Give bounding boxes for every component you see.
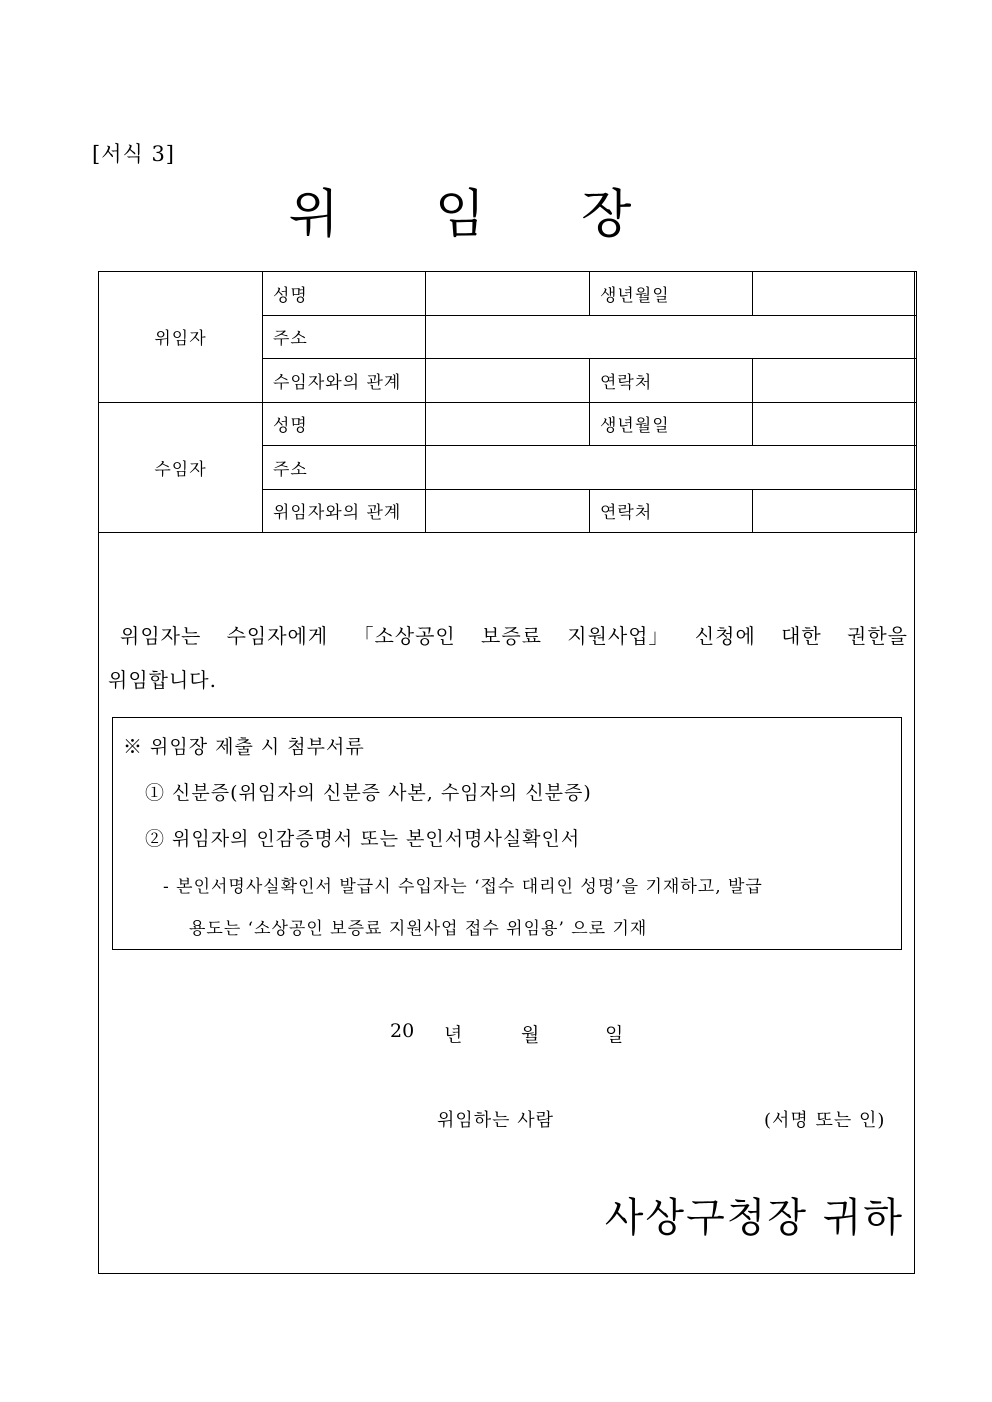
statement-word: 「소상공인 [353,624,456,648]
note-item-seal-certificate: ② 위임자의 인감증명서 또는 본인서명사실확인서 [145,828,581,850]
delegate-contact-field[interactable] [753,489,917,533]
statement-word: 위임자는 [120,624,202,648]
delegate-row-name [99,402,917,446]
delegate-relation-field[interactable] [426,489,590,533]
document-title: 위임장 [288,185,728,245]
date-year-label: 년 [444,1024,463,1046]
note-sub-line-1: - 본인서명사실확인서 발급시 수입자는 ‘접수 대리인 성명’을 기재하고, 발급 [163,877,763,897]
date-month-label: 월 [521,1024,540,1046]
note-item-id-card: ① 신분증(위임자의 신분증 사본, 수임자의 신분증) [145,782,592,804]
signer-label: 위임하는 사람 [437,1110,555,1131]
note-heading: ※ 위임장 제출 시 첨부서류 [123,736,365,758]
statement-word: 신청에 [694,624,756,648]
delegator-address-label: 주소 [263,315,426,359]
statement-word: 권한을 [847,624,908,648]
statement-word: 수임자에게 [226,624,329,648]
delegate-name-field[interactable] [426,402,590,446]
delegator-contact-field[interactable] [753,359,917,403]
delegate-contact-label: 연락처 [590,489,753,533]
delegation-statement [108,614,908,702]
date-day-label: 일 [605,1024,624,1046]
delegate-birth-field[interactable] [753,402,917,446]
delegator-name-field[interactable] [426,272,590,316]
signature-hint: (서명 또는 인) [764,1110,886,1131]
delegator-relation-label: 수임자와의 관계 [263,359,426,403]
delegator-name-label: 성명 [263,272,426,316]
delegator-contact-label: 연락처 [590,359,753,403]
date-year-prefix: 20 [390,1020,415,1042]
delegator-row-name [99,272,917,316]
delegator-address-field[interactable] [426,315,917,359]
delegator-birth-field[interactable] [753,272,917,316]
delegate-group-label: 수임자 [99,402,263,533]
delegator-birth-label: 생년월일 [590,272,753,316]
statement-word: 보증료 [481,624,542,648]
form-number-label: [서식 3] [92,142,175,166]
statement-word: 지원사업」 [567,624,670,648]
delegate-birth-label: 생년월일 [590,402,753,446]
addressee: 사상구청장 귀하 [604,1195,904,1241]
delegate-name-label: 성명 [263,402,426,446]
statement-line-2: 위임합니다. [108,668,217,692]
attachments-note-box [112,717,902,950]
party-info-table [98,271,917,533]
delegate-relation-label: 위임자와의 관계 [263,489,426,533]
delegator-group-label: 위임자 [99,272,263,403]
delegate-address-field[interactable] [426,446,917,490]
statement-line-1 [108,614,908,658]
statement-word: 대한 [781,624,822,648]
delegate-address-label: 주소 [263,446,426,490]
delegator-relation-field[interactable] [426,359,590,403]
note-sub-line-2: 용도는 ‘소상공인 보증료 지원사업 접수 위임용’ 으로 기재 [189,919,648,939]
